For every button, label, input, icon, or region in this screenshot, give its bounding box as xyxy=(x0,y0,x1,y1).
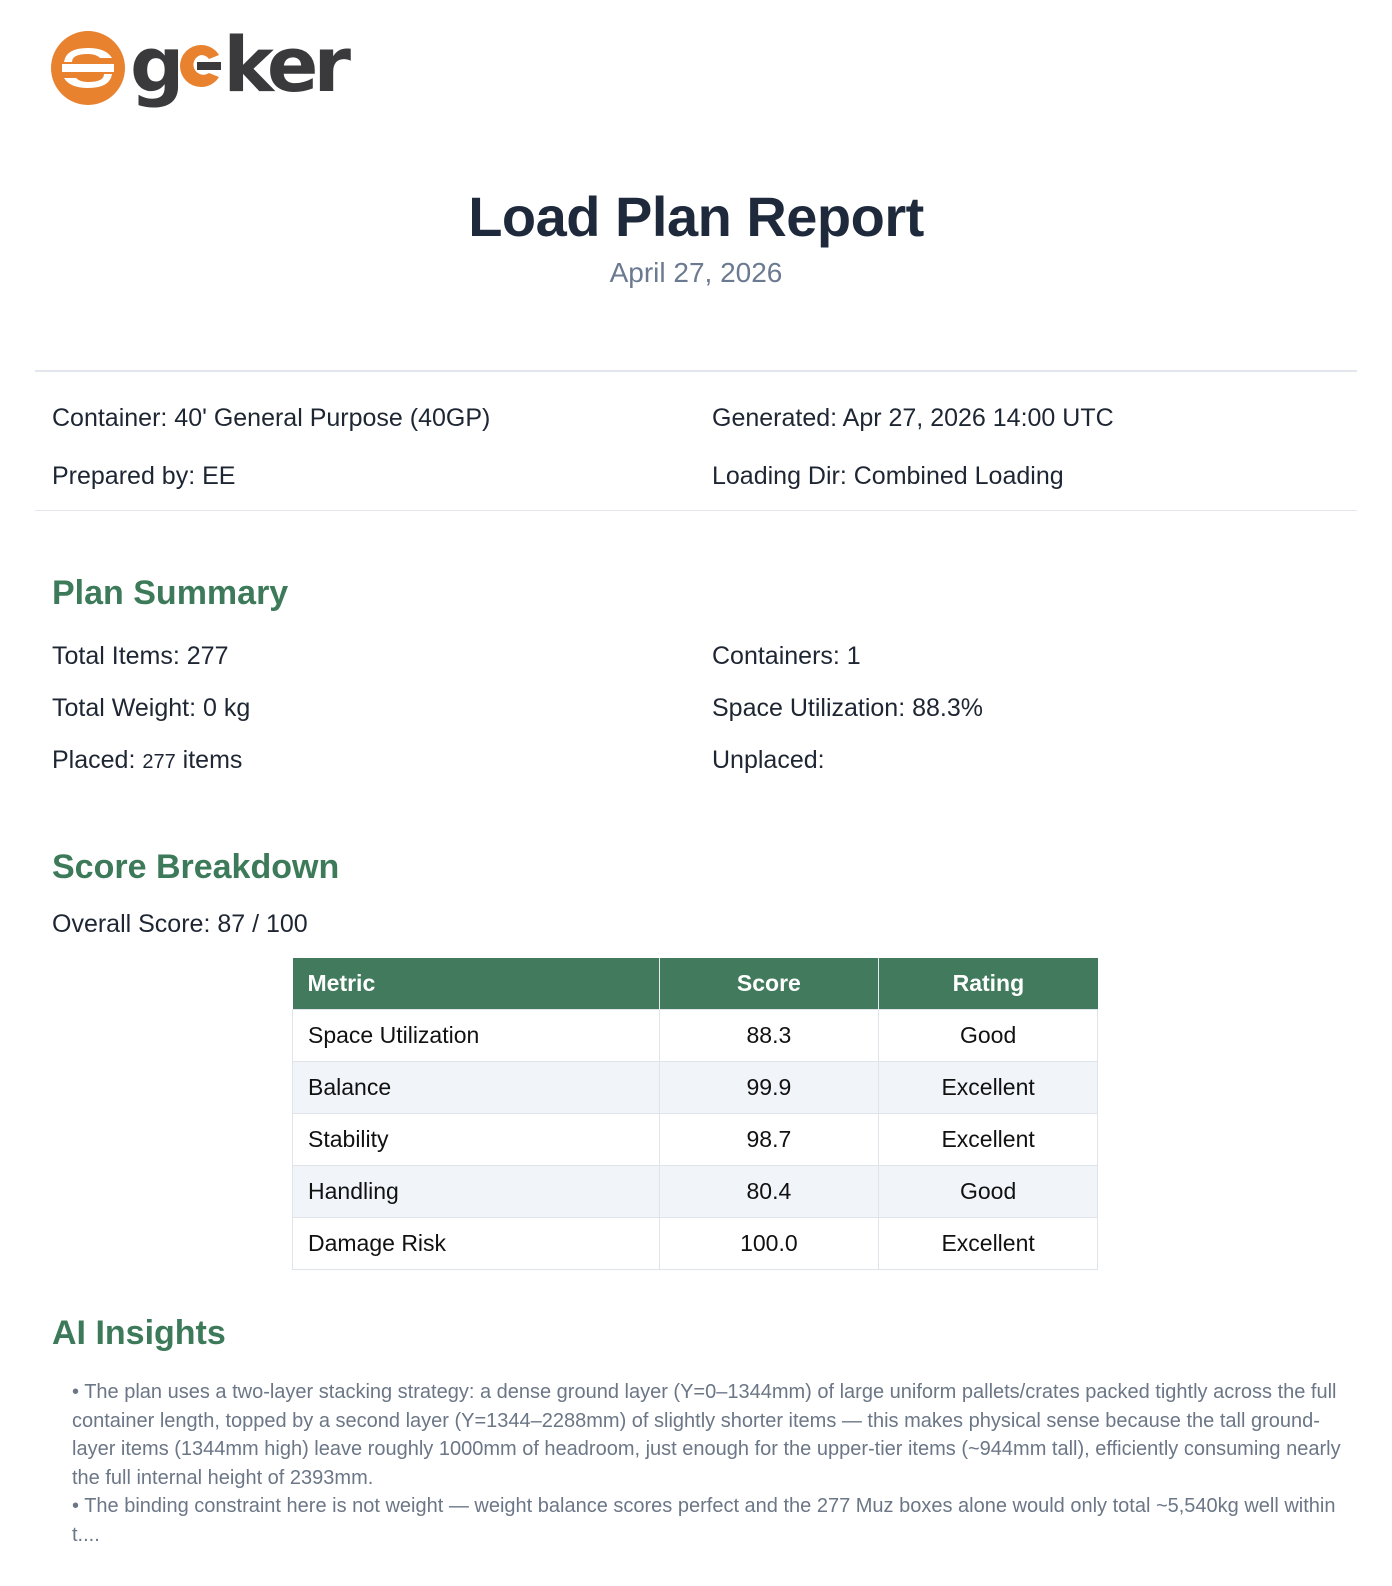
summary-containers: Containers: 1 xyxy=(712,642,861,670)
placed-unit: items xyxy=(182,746,243,774)
wordmark-o-icon xyxy=(179,41,223,91)
score-cell: 100.0 xyxy=(659,1217,879,1269)
table-row xyxy=(293,1061,1098,1113)
rating-cell: Good xyxy=(879,1009,1098,1061)
summary-unplaced: Unplaced: xyxy=(712,746,825,774)
metric-cell: Damage Risk xyxy=(293,1217,660,1269)
insight-item: • The plan uses a two-layer stacking strategy: a dense ground layer (Y=0–1344mm) of large uniform pallets/crates packed tightly across the full container length, topped by a second layer (Y=1344–2288mm) of slightly shorter items — this makes physical sense because the tall ground-layer items (1344mm high) leave roughly 1000mm of headroom, just enough for the upper-tier items (~944mm tall), efficiently consuming nearly the full internal height of 2393mm. xyxy=(72,1381,1341,1489)
score-breakdown-heading: Score Breakdown xyxy=(52,848,340,886)
summary-total-items: Total Items: 277 xyxy=(52,642,229,670)
report-date: April 27, 2026 xyxy=(609,257,783,288)
rating-cell: Good xyxy=(879,1165,1098,1217)
meta-container: Container: 40' General Purpose (40GP) xyxy=(52,404,491,432)
metric-cell: Balance xyxy=(293,1061,660,1113)
metric-cell: Handling xyxy=(293,1165,660,1217)
table-row xyxy=(293,1165,1098,1217)
meta-prepared-by: Prepared by: EE xyxy=(52,462,236,490)
score-table xyxy=(292,958,1098,1270)
goker-wordmark: g ker xyxy=(130,20,346,109)
ai-insights-list xyxy=(72,1378,1352,1549)
score-cell: 98.7 xyxy=(659,1113,879,1165)
rating-cell: Excellent xyxy=(879,1061,1098,1113)
table-row xyxy=(293,1009,1098,1061)
ai-insights-heading: AI Insights xyxy=(52,1314,226,1352)
overall-score: Overall Score: 87 / 100 xyxy=(52,910,308,938)
score-table-header xyxy=(293,958,1098,1009)
summary-placed xyxy=(52,746,242,775)
placed-label: Placed: xyxy=(52,746,136,774)
score-cell: 88.3 xyxy=(659,1009,879,1061)
rating-cell: Excellent xyxy=(879,1217,1098,1269)
insight-item: • The binding constraint here is not weight — weight balance scores perfect and the 277 Muz boxes alone would only total ~5,540kg well within t.... xyxy=(72,1495,1336,1546)
table-row xyxy=(293,1217,1098,1269)
rating-cell: Excellent xyxy=(879,1113,1098,1165)
goker-logo xyxy=(50,20,346,109)
metric-cell: Stability xyxy=(293,1113,660,1165)
header-divider xyxy=(35,370,1357,372)
column-header-rating: Rating xyxy=(879,958,1098,1009)
column-header-score: Score xyxy=(659,958,879,1009)
column-header-metric: Metric xyxy=(293,958,660,1009)
meta-divider xyxy=(35,510,1357,511)
meta-generated: Generated: Apr 27, 2026 14:00 UTC xyxy=(712,404,1114,432)
summary-total-weight: Total Weight: 0 kg xyxy=(52,694,251,722)
table-row xyxy=(293,1113,1098,1165)
placed-value: 277 xyxy=(142,751,176,773)
plan-summary-heading: Plan Summary xyxy=(52,574,289,612)
score-cell: 80.4 xyxy=(659,1165,879,1217)
metric-cell: Space Utilization xyxy=(293,1009,660,1061)
goker-logo-mark-icon xyxy=(50,30,126,106)
summary-space-utilization: Space Utilization: 88.3% xyxy=(712,694,983,722)
score-cell: 99.9 xyxy=(659,1061,879,1113)
page-title: Load Plan Report xyxy=(468,185,924,248)
meta-loading-dir: Loading Dir: Combined Loading xyxy=(712,462,1064,490)
